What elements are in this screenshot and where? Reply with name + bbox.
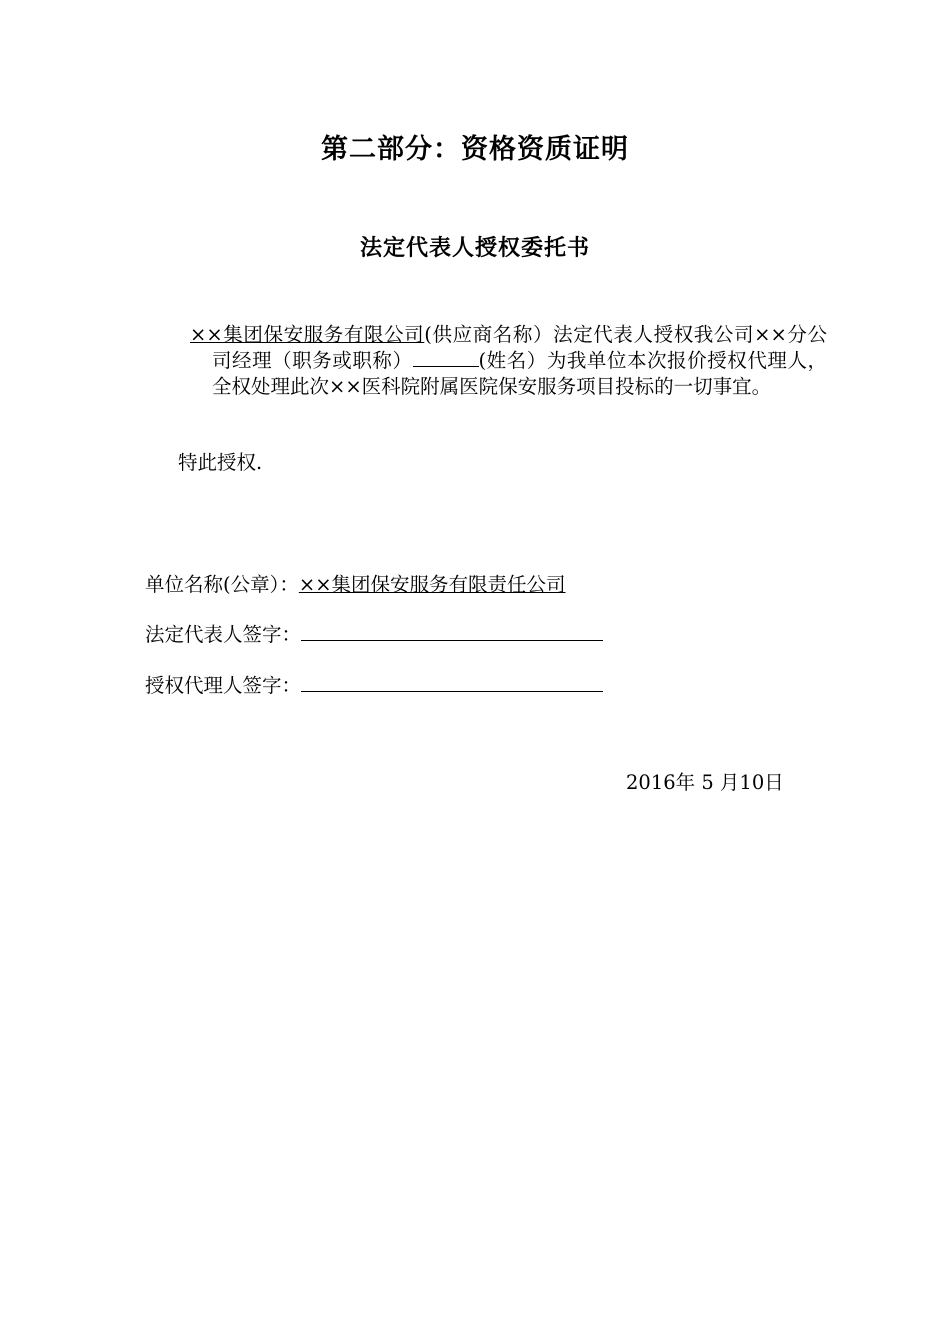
- unit-name-line: [145, 572, 566, 598]
- authorization-paragraph: [190, 322, 827, 400]
- company-name: ××集团保安服务有限公司: [190, 323, 425, 346]
- document-title: 法定代表人授权委托书: [359, 236, 590, 261]
- agent-signature-blank: [301, 673, 603, 692]
- legal-rep-signature-line: [145, 622, 603, 648]
- name-blank: [413, 348, 479, 367]
- agent-label: 授权代理人签字：: [145, 674, 302, 697]
- legal-rep-label: 法定代表人签字：: [145, 623, 302, 646]
- legal-rep-signature-blank: [301, 622, 603, 641]
- authorization-text-1: (供应商名称）法定代表人授权我公司××分公司经理（职务或职称）: [212, 323, 827, 372]
- document-date: 2016年 5 月10日: [626, 771, 784, 794]
- closing-statement: 特此授权.: [178, 451, 263, 474]
- unit-name-value: ××集团保安服务有限责任公司: [298, 573, 566, 596]
- unit-name-label: 单位名称(公章）：: [145, 573, 299, 596]
- authorization-text-2: (姓名）为我单位本次报价授权代理人，全权处理此次××医科院附属医院保安服务项目投标的一切事宜。: [212, 349, 827, 398]
- agent-signature-line: [145, 673, 603, 699]
- section-title: 第二部分：资格资质证明: [321, 134, 629, 165]
